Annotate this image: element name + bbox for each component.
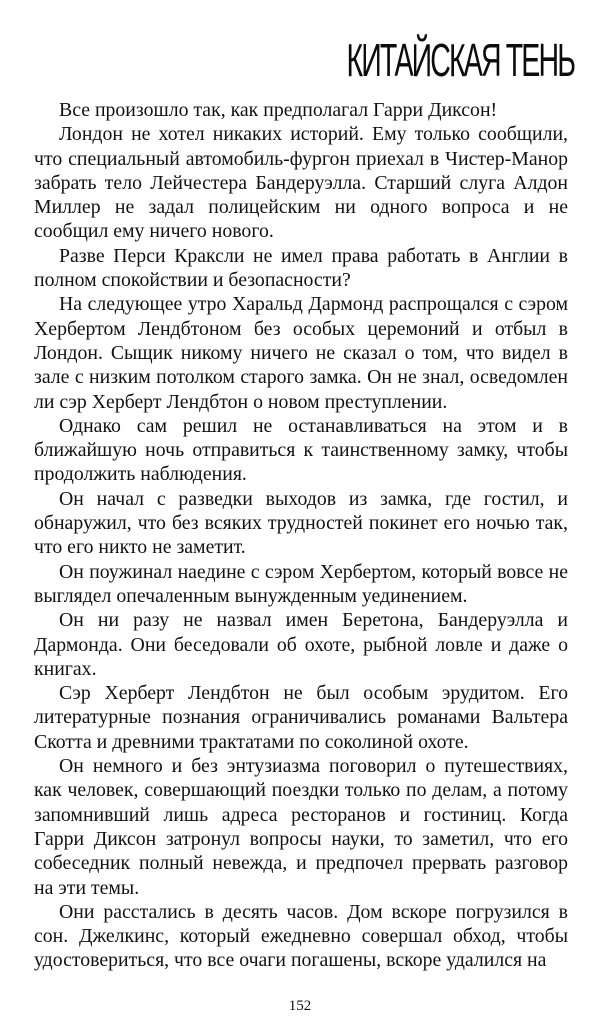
paragraph: Они расстались в десять часов. Дом вскоре погрузился в сон. Джелкинс, который ежедневно совершал обход, чтобы удостовериться, что все очаги погашены, вскоре удалился на — [34, 900, 568, 972]
paragraph: На следующее утро Харальд Дармонд распрощался с сэром Хербертом Лендбтоном без особых церемоний и отбыл в Лондон. Сыщик никому ничего не сказал о том, что видел в зале с низким потолком старого замка. Он не знал, осведомлен ли сэр Херберт Лендбтон о новом преступлении. — [34, 293, 568, 413]
running-head-title: КИТАЙСКАЯ ТЕНЬ — [346, 34, 574, 86]
paragraph: Все произошло так, как предполагал Гарри Диксон! — [59, 99, 498, 121]
paragraph: Сэр Херберт Лендбтон не был особым эрудитом. Его литературные познания ограничивались романами Вальтера Скотта и древними трактатами по соколиной охоте. — [34, 682, 568, 753]
paragraph: Разве Перси Краксли не имел права работать в Англии в полном спокойствии и безопасности? — [34, 244, 568, 292]
paragraph: Он ни разу не назвал имен Беретона, Бандеруэлла и Дармонда. Они беседовали об охоте, рыбной ловле и даже о книгах. — [34, 609, 568, 680]
paragraph: Однако сам решил не останавливаться на этом и в ближайшую ночь отправиться к таинственному замку, чтобы продолжить наблюдения. — [34, 414, 568, 486]
page-number: 152 — [288, 998, 312, 1014]
paragraph: Он начал с разведки выходов из замка, где гостил, и обнаружил, что без всяких трудностей покинет его ночью так, что его никто не заметит. — [34, 487, 568, 559]
paragraph: Он немного и без энтузиазма поговорил о путешествиях, как человек, совершающий поездки только по делам, а потому запомнивший лишь адреса ресторанов и гостиниц. Когда Гарри Диксон затронул вопросы науки, то заметил, что его собеседник полный невежда, и предпочел прервать разговор на эти темы. — [34, 755, 568, 899]
body-text — [34, 98, 568, 973]
paragraph: Он поужинал наедине с сэром Хербертом, который вовсе не выглядел опечаленным вынужденным уединением. — [34, 560, 568, 607]
paragraph: Лондон не хотел никаких историй. Ему только сообщили, что специальный автомобиль-фургон приехал в Чистер-Манор забрать тело Лейчестера Бандеруэлла. Старший слуга Алдон Миллер не задал полицейским ни одного вопроса и не сообщил ему ничего нового. — [34, 123, 568, 243]
